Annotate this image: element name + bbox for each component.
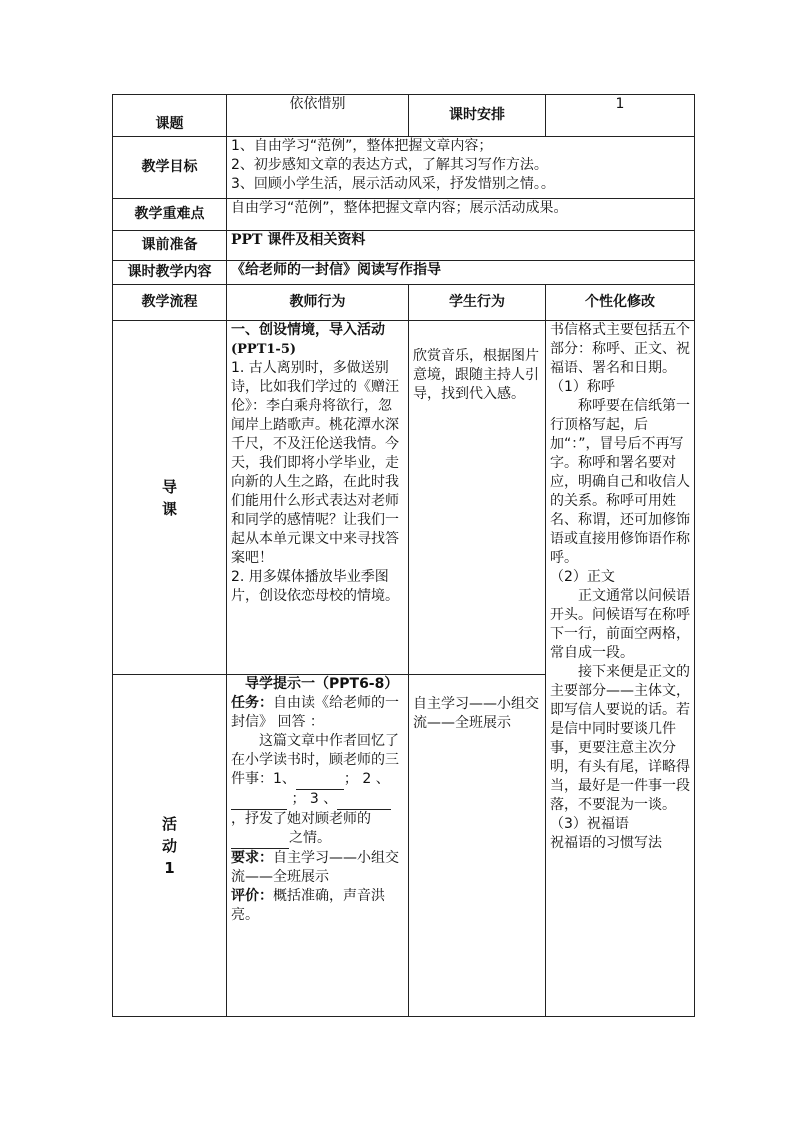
req-text: 自主学习——小组交流——全班展示 <box>231 850 399 885</box>
task-text: 自由读《给老师的一封信》 回答 ： <box>231 695 399 730</box>
header-teacher: 教师行为 <box>227 285 409 321</box>
task-label: 任务： <box>231 695 273 711</box>
question-end: ，抒发了她对顾老师的 <box>231 811 371 827</box>
answer-blank <box>231 790 287 810</box>
header-student: 学生行为 <box>409 285 546 321</box>
intro-student <box>409 321 546 675</box>
personal-heading: （1）称呼 <box>550 379 615 395</box>
personal-para: 称呼要在信纸第一行顶格写起，后加“：”，冒号后不再写字。称呼和署名要对应，明确自己和收信人的关系。称呼可用姓名、称谓，还可加修饰语或直接用修饰语作称呼。 <box>550 398 690 566</box>
schedule-value: 1 <box>546 95 695 137</box>
intro-student-text: 欣赏音乐，根据图片意境，跟随主持人引导，找到代入感。 <box>413 348 539 402</box>
goal-item: 2、初步感知文章的表达方式，了解其习写作方法。 <box>231 157 548 173</box>
intro-para-1: 1. 古人离别时，多做送别诗，比如我们学过的《赠汪伦》：李白乘舟将欲行，忽闻岸上踏歌声。桃花潭水深千尺，不及汪伦送我情。今天，我们即将小学毕业，走向新的人生之路，在此时我们能用什么形式表达对老师和同学的感情呢？让我们一起从本单元课文中来寻找答案吧！ <box>231 360 399 566</box>
req-label: 要求： <box>231 850 273 866</box>
key-value: 自由学习“范例”，整体把握文章内容；展示活动成果。 <box>227 199 695 231</box>
content-label: 课时教学内容 <box>113 261 227 285</box>
personal-para: 书信格式主要包括五个部分：称呼、正文、祝福语、署名和日期。 <box>550 322 690 376</box>
question-3: 3 、 <box>309 791 338 807</box>
content-value: 《给老师的一封信》阅读写作指导 <box>227 261 695 285</box>
lesson-plan-table <box>112 94 695 1017</box>
intro-ppt: (PPT1-5) <box>231 342 297 357</box>
personal-para: 接下来便是正文的主要部分——主体文，即写信人要说的话。若是信中同时要谈几件事，更要注意主次分明，有头有尾，详略得当，最好是一件事一段落，不要混为一谈。 <box>550 664 690 813</box>
eval-text: 概括准确，声音洪亮。 <box>231 888 385 923</box>
activity-student-text: 自主学习——小组交流——全班展示 <box>413 696 539 731</box>
activity-teacher: 导学提示一（PPT6-8） 任务：自由读《给老师的一封信》 回答 ： 这篇文章中作者回忆了在小学读书时，顾老师的三件事：1、 ； 2 、 ； 3 、 ，抒发了她对顾老师的 之情。 要求：自主学习——小组交流——全班展示 评价：概括准确，声音洪亮。 <box>227 675 409 1017</box>
key-label: 教学重难点 <box>113 199 227 231</box>
schedule-label: 课时安排 <box>409 95 546 137</box>
personal-heading: （2）正文 <box>550 569 615 585</box>
prep-label: 课前准备 <box>113 231 227 261</box>
header-flow: 教学流程 <box>113 285 227 321</box>
question-text: 这篇文章中作者回忆了在小学读书时，顾老师的三件事：1、 <box>231 733 399 787</box>
intro-label: 导 课 <box>113 321 227 675</box>
intro-teacher <box>227 321 409 675</box>
activity-title: 导学提示一（PPT6-8） <box>245 676 399 692</box>
intro-title: 一、创设情境，导入活动 <box>231 322 385 338</box>
goal-item: 3、回顾小学生活，展示活动风采，抒发惜别之情。。 <box>231 176 555 192</box>
eval-label: 评价： <box>231 888 273 904</box>
goal-item: 1、自由学习“范例”，整体把握文章内容； <box>231 138 493 154</box>
personal-notes <box>546 321 695 1017</box>
goals-label: 教学目标 <box>113 137 227 199</box>
answer-blank <box>231 829 289 849</box>
activity-label: 活 动 1 <box>113 675 227 1017</box>
intro-para-2: 2. 用多媒体播放毕业季图片，创设依恋母校的情境。 <box>231 569 399 604</box>
topic-label: 课题 <box>113 95 227 137</box>
question-end-b: 之情。 <box>289 830 331 846</box>
goals-value <box>227 137 695 199</box>
personal-para: 正文通常以问候语开头。问候语写在称呼下一行，前面空两格，常自成一段。 <box>550 588 690 661</box>
activity-student <box>409 675 546 1017</box>
prep-value: PPT 课件及相关资料 <box>227 231 695 261</box>
question-2: 2 、 <box>362 771 390 787</box>
topic-value: 依依惜别 <box>227 95 409 137</box>
answer-blank <box>296 770 344 790</box>
personal-heading: （3）祝福语 <box>550 816 629 832</box>
header-personal: 个性化修改 <box>546 285 695 321</box>
answer-blank <box>337 790 391 810</box>
personal-para: 祝福语的习惯写法 <box>550 835 662 851</box>
